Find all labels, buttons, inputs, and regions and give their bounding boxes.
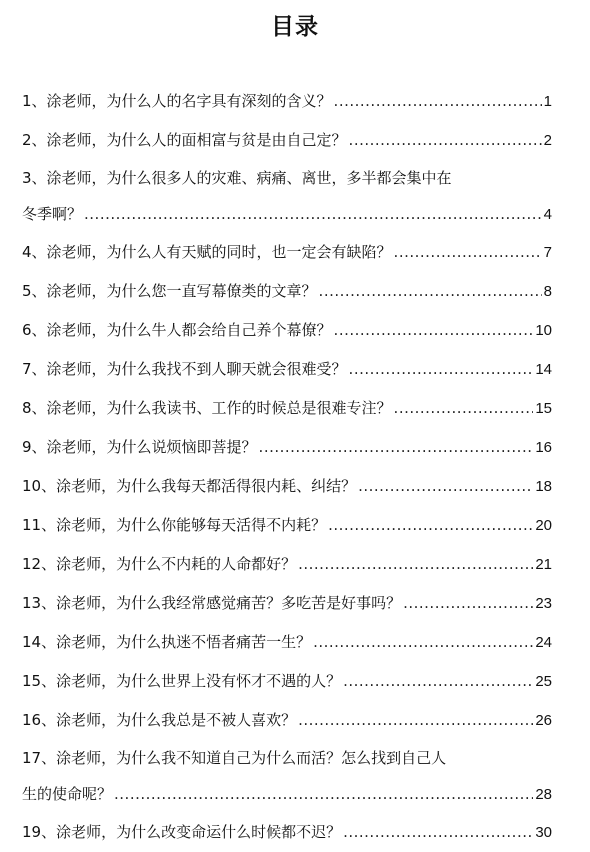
toc-entry-text: 6、涂老师，为什么牛人都会给自己养个幕僚？ (22, 321, 332, 339)
toc-entry-4[interactable] (22, 233, 552, 272)
toc-page-number: 10 (535, 322, 552, 339)
toc-entry-text: 15、涂老师，为什么世界上没有怀才不遇的人？ (22, 672, 342, 690)
dot-leader (84, 196, 542, 232)
toc-entry-11[interactable] (22, 506, 552, 545)
dot-leader (298, 701, 533, 739)
toc-page-number: 20 (535, 517, 552, 534)
dot-leader (358, 467, 533, 505)
toc-entry-text: 16、涂老师，为什么我总是不被人喜欢？ (22, 711, 297, 729)
toc-entry-6[interactable] (22, 311, 552, 350)
dot-leader (343, 662, 533, 700)
toc-page-number: 25 (535, 673, 552, 690)
toc-entry-1[interactable] (22, 82, 552, 121)
toc-entry-19[interactable] (22, 813, 552, 852)
toc-page-number: 2 (543, 132, 552, 149)
toc-entry-text: 10、涂老师，为什么我每天都活得很内耗、纠结？ (22, 477, 357, 495)
toc-page-number: 21 (535, 556, 552, 573)
toc-page-number: 23 (535, 595, 552, 612)
toc-entry-16[interactable] (22, 701, 552, 740)
toc-page-number: 7 (543, 244, 552, 261)
dot-leader (403, 584, 533, 622)
toc-entry-17[interactable] (22, 740, 552, 813)
dot-leader (328, 506, 533, 544)
toc-entry-text: 19、涂老师，为什么改变命运什么时候都不迟？ (22, 823, 342, 841)
dot-leader (349, 121, 542, 159)
toc-entry-text: 5、涂老师，为什么您一直写幕僚类的文章？ (22, 282, 317, 300)
toc-entry-15[interactable] (22, 662, 552, 701)
toc-page-number: 18 (535, 478, 552, 495)
toc-entry-5[interactable] (22, 272, 552, 311)
dot-leader (349, 350, 534, 388)
dot-leader (334, 311, 534, 349)
toc-entry-text-line1: 17、涂老师，为什么我不知道自己为什么而活？怎么找到自己人 (22, 749, 447, 767)
toc-page-number: 8 (543, 283, 552, 300)
toc-entry-8[interactable] (22, 389, 552, 428)
dot-leader (313, 623, 533, 661)
toc-page-number: 26 (535, 712, 552, 729)
dot-leader (259, 428, 534, 466)
toc-entry-2[interactable] (22, 121, 552, 160)
toc-entry-text: 7、涂老师，为什么我找不到人聊天就会很难受？ (22, 360, 347, 378)
toc-page-number: 1 (543, 93, 552, 110)
toc-entry-text-line1: 3、涂老师，为什么很多人的灾难、病痛、离世，多半都会集中在 (22, 169, 452, 187)
dot-leader (394, 389, 534, 427)
toc-page-number: 4 (543, 206, 552, 223)
dot-leader (334, 82, 542, 120)
toc-entry-text: 8、涂老师，为什么我读书、工作的时候总是很难专注？ (22, 399, 392, 417)
toc-entry-14[interactable] (22, 623, 552, 662)
toc-page-number: 28 (535, 786, 552, 803)
dot-leader (394, 233, 542, 271)
toc-entry-text: 14、涂老师，为什么执迷不悟者痛苦一生？ (22, 633, 312, 651)
toc-entry-text: 11、涂老师，为什么你能够每天活得不内耗？ (22, 516, 327, 534)
toc-entry-13[interactable] (22, 584, 552, 623)
table-of-contents (22, 82, 552, 852)
dot-leader (343, 813, 533, 851)
toc-entry-text: 2、涂老师，为什么人的面相富与贫是由自己定？ (22, 131, 347, 149)
toc-entry-7[interactable] (22, 350, 552, 389)
toc-entry-text: 生的使命呢？ (22, 785, 113, 803)
toc-entry-text: 1、涂老师，为什么人的名字具有深刻的含义？ (22, 92, 332, 110)
toc-entry-10[interactable] (22, 467, 552, 506)
dot-leader (319, 272, 542, 310)
dot-leader (298, 545, 533, 583)
toc-page-number: 15 (535, 400, 552, 417)
toc-page-number: 30 (535, 824, 552, 841)
dot-leader (114, 776, 533, 812)
toc-page-number: 16 (535, 439, 552, 456)
toc-entry-text: 9、涂老师，为什么说烦恼即菩提？ (22, 438, 257, 456)
toc-page-number: 24 (535, 634, 552, 651)
page-title: 目录 (271, 14, 319, 40)
toc-entry-12[interactable] (22, 545, 552, 584)
toc-entry-3[interactable] (22, 160, 552, 233)
toc-entry-text: 12、涂老师，为什么不内耗的人命都好？ (22, 555, 297, 573)
toc-page-number: 14 (535, 361, 552, 378)
toc-entry-text: 4、涂老师，为什么人有天赋的同时，也一定会有缺陷？ (22, 243, 392, 261)
toc-entry-text: 冬季啊？ (22, 205, 83, 223)
toc-entry-9[interactable] (22, 428, 552, 467)
toc-entry-text: 13、涂老师，为什么我经常感觉痛苦？多吃苦是好事吗？ (22, 594, 402, 612)
